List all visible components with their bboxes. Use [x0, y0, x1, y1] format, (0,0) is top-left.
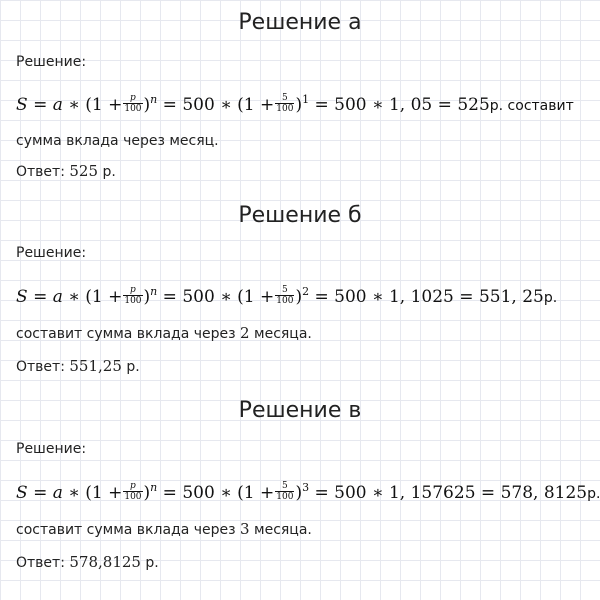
solution-label-b: Решение:: [16, 245, 87, 261]
formula-a: S = a ∗ (1 + $\frac{p}{100}$ )$^n$ = 500 ∗ (1 + $\frac{5}{100}$ )$^1$ = 500 ∗ 1, 05 = 525р. составит: [16, 93, 574, 115]
continuation-b: составит сумма вклада через 2 месяца.: [16, 324, 312, 342]
answer-a: Ответ: 525 р.: [16, 162, 116, 180]
solution-label-a: Решение:: [16, 54, 87, 70]
answer-b: Ответ: 551,25 р.: [16, 357, 140, 375]
section-title-b: Решение б: [238, 203, 362, 228]
section-title-a: Решение а: [238, 10, 362, 35]
section-title-c: Решение в: [238, 398, 362, 423]
formula-b: S = a ∗ (1 + $\frac{p}{100}$ )$^n$ = 500 ∗ (1 + $\frac{5}{100}$ )$^2$ = 500 ∗ 1, 1025 = 551, 25р.: [16, 285, 558, 307]
continuation-c: составит сумма вклада через 3 месяца.: [16, 520, 312, 538]
solution-label-c: Решение:: [16, 441, 87, 457]
answer-c: Ответ: 578,8125 р.: [16, 553, 159, 571]
continuation-a: сумма вклада через месяц.: [16, 133, 219, 149]
formula-c: S = a ∗ (1 + $\frac{p}{100}$ )$^n$ = 500 ∗ (1 + $\frac{5}{100}$ )$^3$ = 500 ∗ 1, 157625 = 578, 8125р.: [16, 481, 600, 503]
